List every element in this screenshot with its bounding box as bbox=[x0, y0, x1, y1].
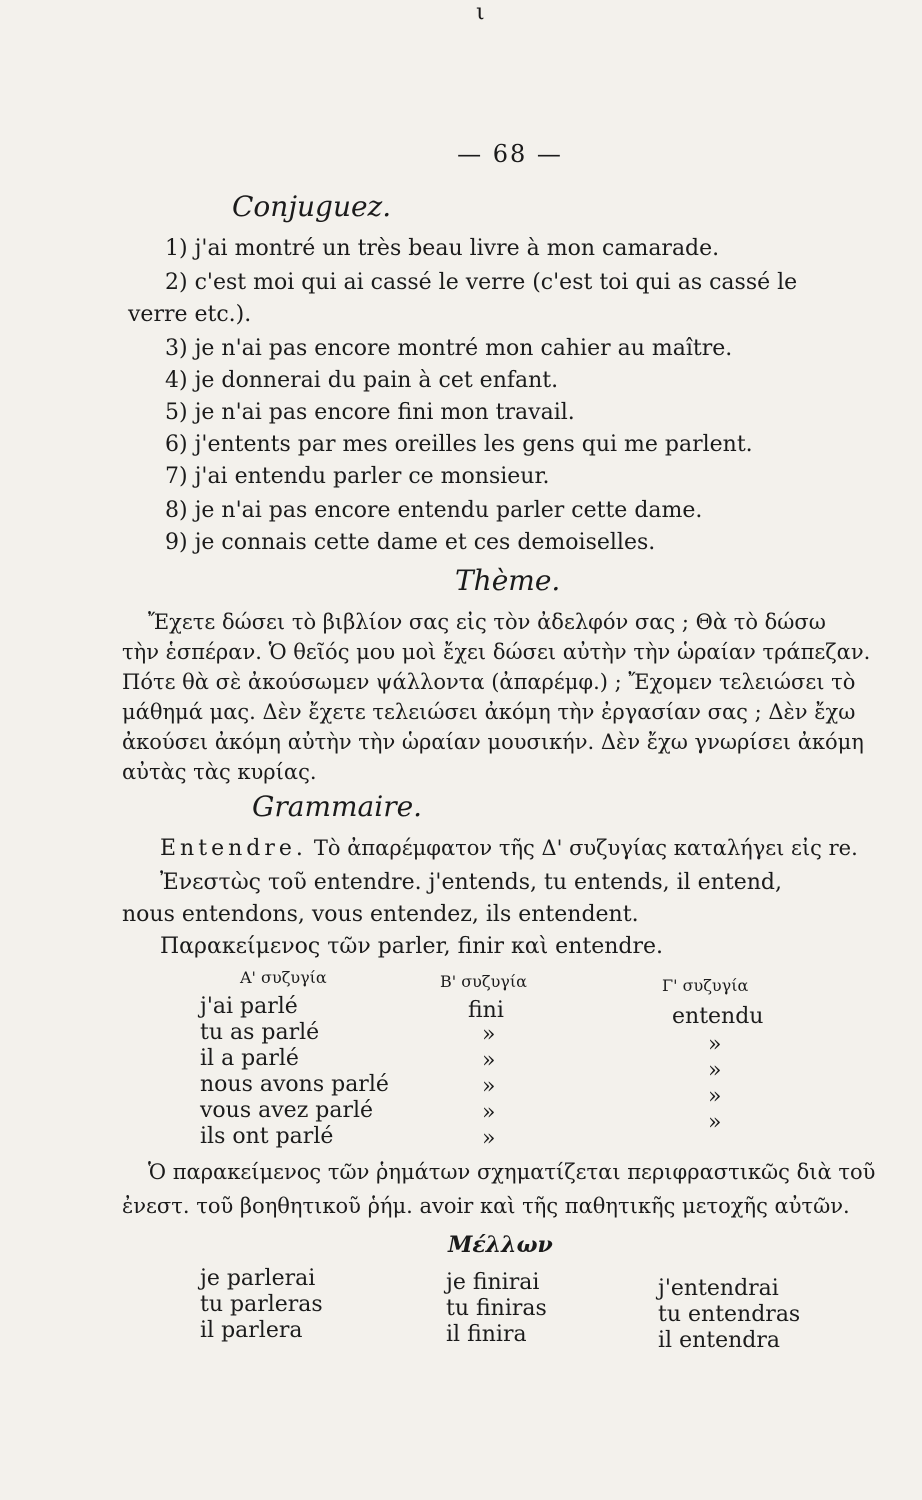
theme-line-4: μάθημά μας. Δὲν ἔχετε τελειώσει ἀκόμη τὴν ἐργασίαν σας ; Δὲν ἔχω bbox=[122, 700, 856, 724]
perfect-note-line-2: ἐνεστ. τοῦ βοηθητικοῦ ῥήμ. avoir καὶ τῆς παθητικῆς μετοχῆς αὐτῶν. bbox=[122, 1194, 850, 1218]
col-b-row-4: » bbox=[482, 1074, 496, 1099]
conjuguez-item-2-cont: verre etc.). bbox=[128, 302, 252, 327]
corner-mark: ι bbox=[476, 0, 485, 25]
col-b-row-6: » bbox=[482, 1126, 496, 1151]
theme-line-1: Ἔχετε δώσει τὸ βιβλίον σας εἰς τὸν ἀδελφόν σας ; Θὰ τὸ δώσω bbox=[148, 610, 826, 634]
col-a-row-4: nous avons parlé bbox=[200, 1072, 389, 1097]
conjuguez-item-3: 3) je n'ai pas encore montré mon cahier au maître. bbox=[165, 336, 733, 361]
future-c-row-1: j'entendrai bbox=[658, 1276, 779, 1301]
grammar-line-2: Ἐνεστὼς τοῦ entendre. j'entends, tu entends, il entend, bbox=[160, 870, 782, 895]
future-c-row-2: tu entendras bbox=[658, 1302, 801, 1327]
col-c-row-1: entendu bbox=[672, 1004, 764, 1029]
entendre-word: Entendre. bbox=[160, 836, 307, 861]
col-a-row-3: il a parlé bbox=[200, 1046, 299, 1071]
grammaire-title: Grammaire. bbox=[252, 790, 423, 823]
col-a-row-6: ils ont parlé bbox=[200, 1124, 334, 1149]
theme-line-2: τὴν ἑσπέραν. Ὁ θεῖός μου μοὶ ἔχει δώσει αὐτὴν τὴν ὡραίαν τράπεζαν. bbox=[122, 640, 871, 664]
theme-line-5: ἀκούσει ἀκόμη αὐτὴν τὴν ὡραίαν μουσικήν. Δὲν ἔχω γνωρίσει ἀκόμη bbox=[122, 730, 864, 754]
future-title: Μέλλων bbox=[448, 1232, 553, 1258]
conjuguez-item-6: 6) j'entents par mes oreilles les gens qui me parlent. bbox=[165, 432, 753, 457]
col-c-row-2: » bbox=[708, 1032, 722, 1057]
future-b-row-1: je finirai bbox=[446, 1270, 540, 1295]
col-b-row-1: fini bbox=[468, 998, 504, 1023]
conjuguez-item-2: 2) c'est moi qui ai cassé le verre (c'est toi qui as cassé le bbox=[165, 270, 798, 295]
perfect-note-line-1: Ὁ παρακείμενος τῶν ῥημάτων σχηματίζεται περιφραστικῶς διὰ τοῦ bbox=[148, 1160, 876, 1184]
col-header-a: Α' συζυγία bbox=[240, 968, 327, 987]
theme-line-6: αὐτὰς τὰς κυρίας. bbox=[122, 760, 317, 784]
col-header-b: Β' συζυγία bbox=[440, 972, 527, 991]
conjuguez-item-1: 1) j'ai montré un très beau livre à mon camarade. bbox=[165, 236, 720, 261]
col-header-c: Γ' συζυγία bbox=[662, 976, 749, 995]
col-b-row-3: » bbox=[482, 1048, 496, 1073]
col-a-row-2: tu as parlé bbox=[200, 1020, 320, 1045]
conjuguez-item-4: 4) je donnerai du pain à cet enfant. bbox=[165, 368, 559, 393]
future-a-row-2: tu parleras bbox=[200, 1292, 323, 1317]
grammar-line-1 bbox=[160, 836, 858, 861]
theme-line-3: Πότε θὰ σὲ ἀκούσωμεν ψάλλοντα (ἀπαρέμφ.) ; Ἔχομεν τελειώσει τὸ bbox=[122, 670, 856, 694]
future-c-row-3: il entendra bbox=[658, 1328, 780, 1353]
page-number: — 68 — bbox=[457, 140, 563, 168]
col-a-row-1: j'ai parlé bbox=[200, 994, 298, 1019]
future-b-row-2: tu finiras bbox=[446, 1296, 547, 1321]
future-a-row-3: il parlera bbox=[200, 1318, 303, 1343]
conjuguez-title: Conjuguez. bbox=[232, 190, 392, 223]
col-b-row-5: » bbox=[482, 1100, 496, 1125]
col-c-row-3: » bbox=[708, 1058, 722, 1083]
conjuguez-item-7: 7) j'ai entendu parler ce monsieur. bbox=[165, 464, 550, 489]
col-c-row-5: » bbox=[708, 1110, 722, 1135]
col-c-row-4: » bbox=[708, 1084, 722, 1109]
conjuguez-item-8: 8) je n'ai pas encore entendu parler cette dame. bbox=[165, 498, 703, 523]
theme-title: Thème. bbox=[455, 564, 561, 597]
grammar-line-3: nous entendons, vous entendez, ils entendent. bbox=[122, 902, 639, 927]
col-a-row-5: vous avez parlé bbox=[200, 1098, 374, 1123]
col-b-row-2: » bbox=[482, 1022, 496, 1047]
grammar-line-4: Παρακείμενος τῶν parler, finir καὶ entendre. bbox=[160, 934, 664, 959]
future-a-row-1: je parlerai bbox=[200, 1266, 316, 1291]
conjuguez-item-5: 5) je n'ai pas encore fini mon travail. bbox=[165, 400, 575, 425]
future-b-row-3: il finira bbox=[446, 1322, 527, 1347]
infinitive-rule: Τὸ ἀπαρέμφατον τῆς Δ' συζυγίας καταλήγει εἰς re. bbox=[313, 836, 858, 860]
conjuguez-item-9: 9) je connais cette dame et ces demoiselles. bbox=[165, 530, 656, 555]
